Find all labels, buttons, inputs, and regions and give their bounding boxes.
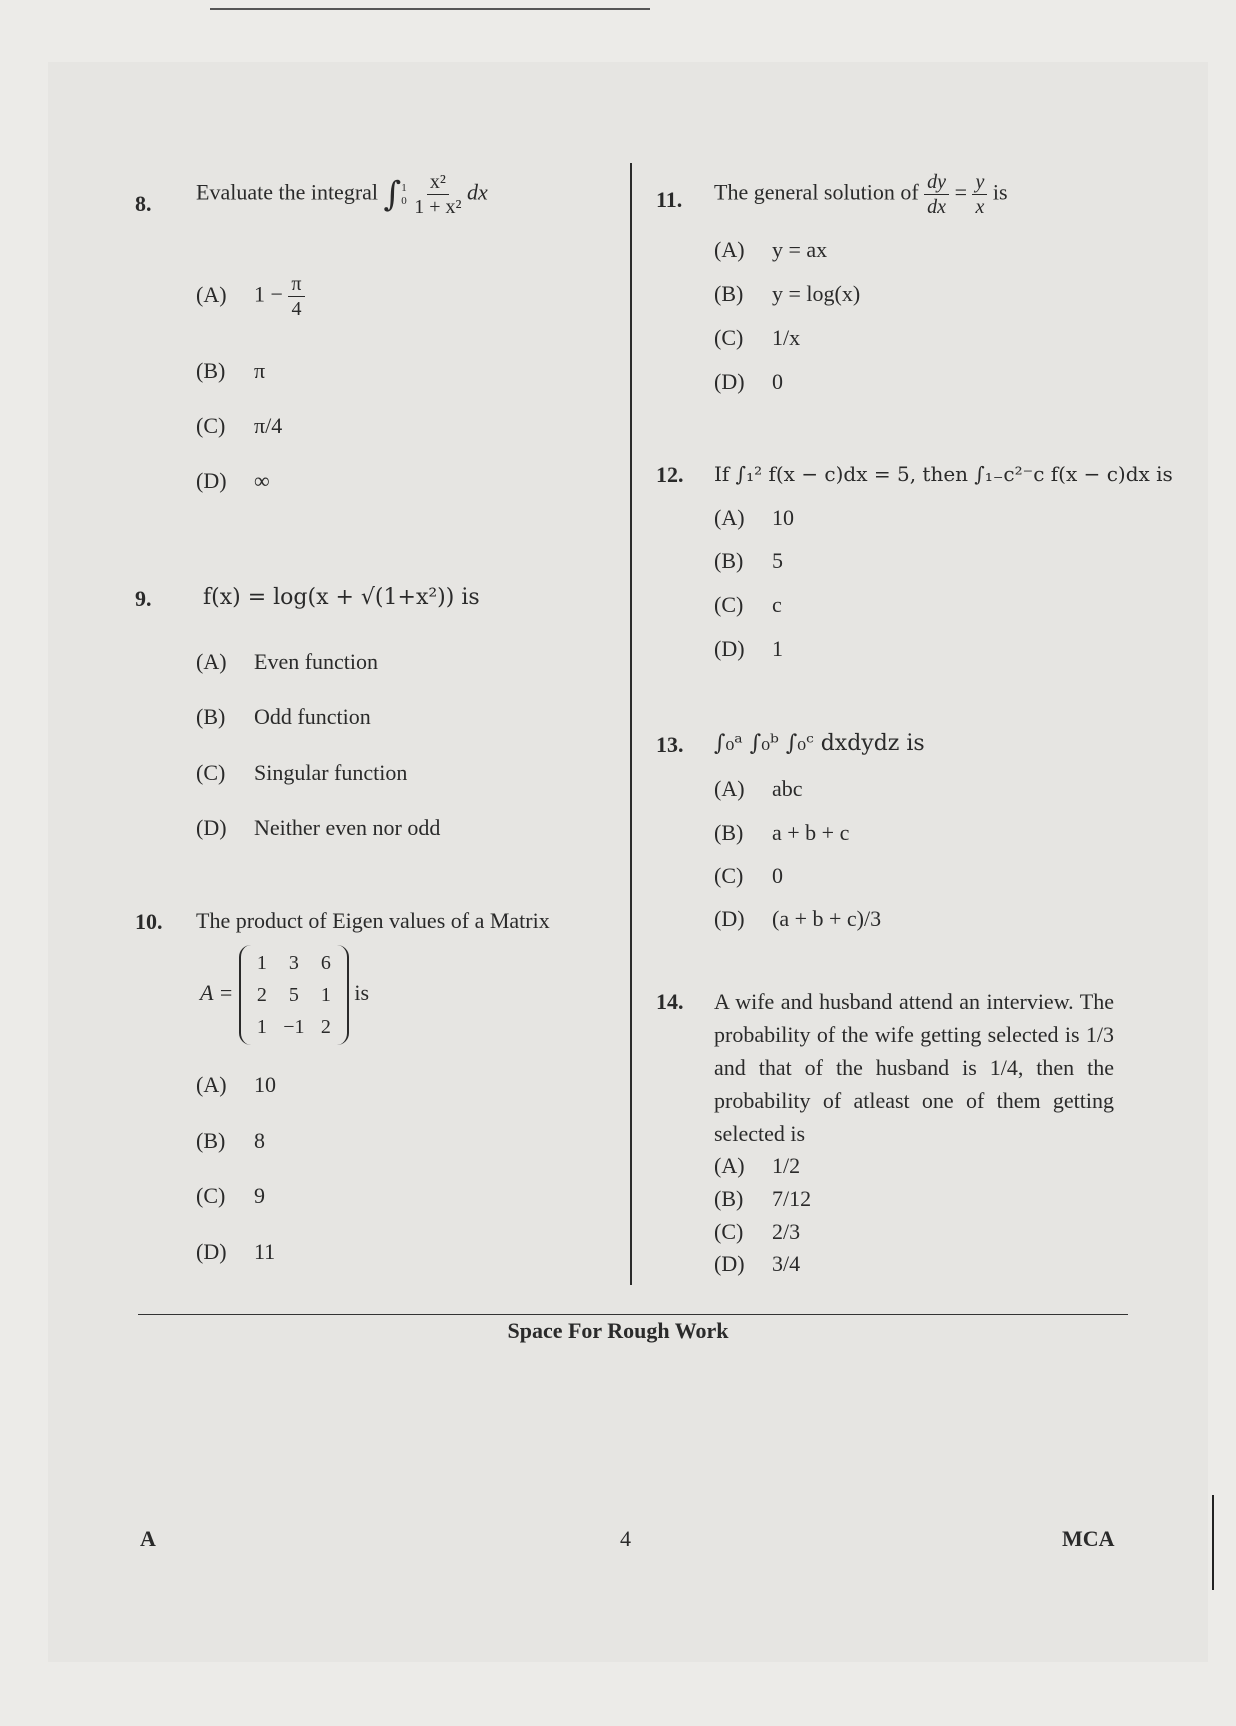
q8-number: 8. [135,191,152,216]
q9-number: 9. [135,586,152,611]
q12-number: 12. [656,462,684,487]
q12-expression: If ∫₁² f(x − c)dx = 5, then ∫₁₋c²⁻c f(x − c)dx is [714,462,1173,486]
q10-option-d[interactable]: (D) 11 [196,1239,276,1264]
page-number: 4 [620,1526,631,1551]
q11-option-b[interactable]: (B) y = log(x) [714,281,861,306]
q13-option-b[interactable]: (B) a + b + c [714,820,850,845]
q8-text: Evaluate the integral [196,179,379,205]
q11-text: The general solution of [714,179,919,205]
q10-option-b[interactable]: (B) 8 [196,1128,265,1153]
q11-option-d[interactable]: (D) 0 [714,369,783,394]
q11-option-a[interactable]: (A) y = ax [714,237,828,262]
footer-rule [138,1314,1128,1315]
q13-option-c[interactable]: (C) 0 [714,863,783,888]
q14-text: A wife and husband attend an interview. The probability of the wife getting selected is 1/3 and that of the husband is 1/4, then the probability of atleast one of them getting selected is [714,989,1114,1146]
q12-option-d[interactable]: (D) 1 [714,636,783,661]
q8-integrand-denominator: 1 + x² [414,196,462,218]
q12-option-c[interactable]: (C) c [714,592,782,617]
q10-option-c[interactable]: (C) 9 [196,1183,265,1208]
q13-option-d[interactable]: (D) (a + b + c)/3 [714,906,882,931]
rough-work-heading: Space For Rough Work [507,1318,729,1343]
q9-expression: f(x) = log(x + √(1+x²)) is [203,585,480,610]
q8-option-a[interactable]: (A) 1 − $\frac{\pi}{4}$ [196,272,305,321]
q11-option-c[interactable]: (C) 1/x [714,325,801,350]
q14-option-c[interactable]: (C) 2/3 [714,1219,801,1244]
q11-suffix: is [992,179,1008,205]
q12-option-a[interactable]: (A) 10 [714,505,794,530]
q9-option-c[interactable]: (C) Singular function [196,760,408,785]
q10-text: The product of Eigen values of a Matrix [196,908,550,933]
q8-stem: Evaluate the integral ∫ 1 0 $\frac{\text{x²}}{\text{1 + x²}}$ dx [196,171,488,218]
q8-option-b[interactable]: (B) π [196,358,266,383]
scan-edge-mark [1212,1495,1214,1590]
q13-number: 13. [656,732,684,757]
q13-expression: ∫₀ᵃ ∫₀ᵇ ∫₀ᶜ dxdydz is [714,731,925,756]
series-code: A [140,1526,156,1551]
q14-option-d[interactable]: (D) 3/4 [714,1251,801,1276]
q8-option-d[interactable]: (D) ∞ [196,468,270,493]
q12-option-b[interactable]: (B) 5 [714,548,783,573]
q8-dx: dx [467,179,488,205]
q9-option-a[interactable]: (A) Even function [196,649,379,674]
q10-option-a[interactable]: (A) 10 [196,1072,276,1097]
q13-option-a[interactable]: (A) abc [714,776,803,801]
q8-integrand-numerator: x² [427,170,449,195]
q8-upper-limit: 1 [401,181,407,194]
column-divider [630,163,632,1285]
q14-option-a[interactable]: (A) 1/2 [714,1153,801,1178]
q10-matrix-block [200,945,369,1045]
subject-code: MCA [1062,1526,1115,1551]
q11-number: 11. [656,187,683,212]
q10-matrix: 1 3 6 2 5 1 1 −1 2 [239,945,349,1045]
q11-stem: The general solution of $\frac{dy}{dx}$ = $\frac{y}{x}$ is [714,171,1008,218]
q9-option-b[interactable]: (B) Odd function [196,704,371,729]
q8-option-c[interactable]: (C) π/4 [196,413,283,438]
q8-lower-limit: 0 [401,194,407,207]
q10-matrix-name: A = [200,980,234,1006]
q14-number: 14. [656,989,684,1014]
q9-option-d[interactable]: (D) Neither even nor odd [196,815,441,840]
q10-suffix: is [354,980,370,1006]
top-rule [210,8,650,10]
q14-option-b[interactable]: (B) 7/12 [714,1186,812,1211]
q10-number: 10. [135,909,163,934]
